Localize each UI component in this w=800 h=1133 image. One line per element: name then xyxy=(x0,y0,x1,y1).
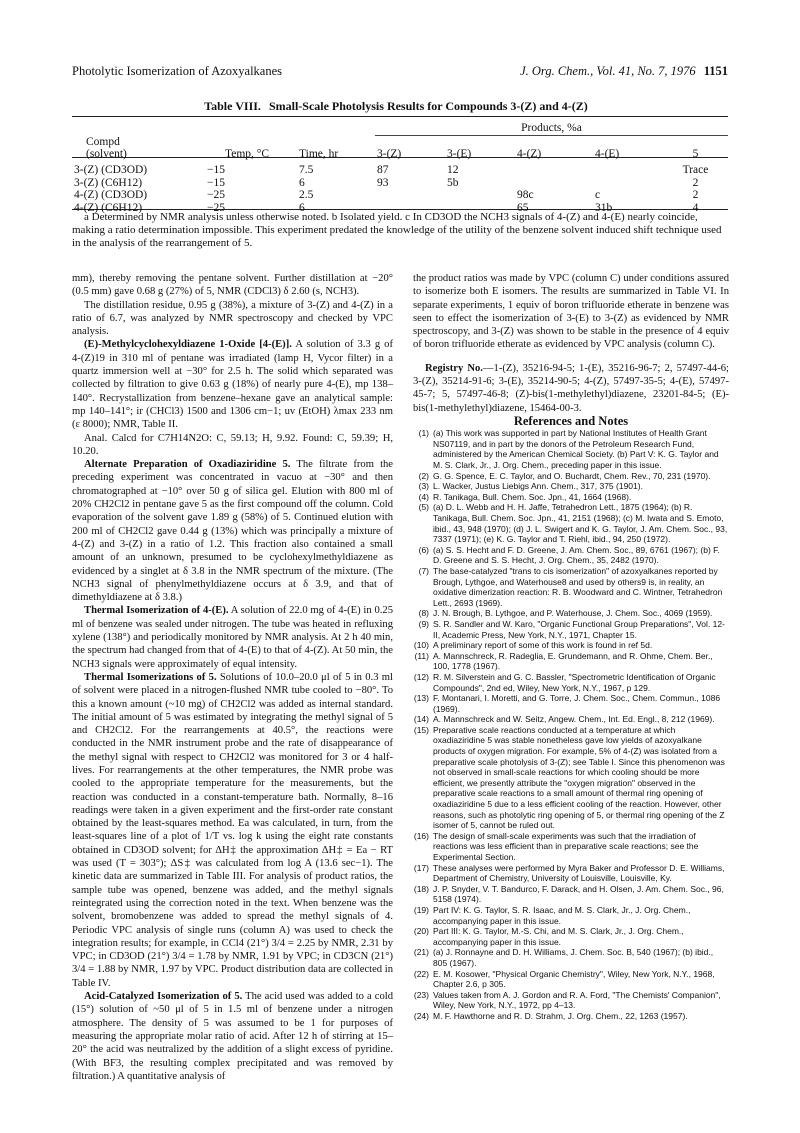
table-caption xyxy=(0,99,800,114)
table-cell xyxy=(445,189,515,202)
journal-citation xyxy=(520,64,728,79)
product-col-header: 4-(Z) xyxy=(517,148,542,160)
table-cell: −15 xyxy=(207,176,225,189)
reference-number: (18) xyxy=(413,883,429,894)
reference-text: S. R. Sandler and W. Karo, "Organic Functional Group Preparations", Vol. 12-II, Academic Press, New York, N.Y., 1971, Chapter 15. xyxy=(433,618,725,640)
table-row xyxy=(72,164,728,177)
paragraph: Thermal Isomerizations of 5. Solutions of 10.0–20.0 μl of 5 in 0.3 ml of solvent were placed in a nitrogen-flushed NMR tube cooled to −80°. To this a known amount (~10 mg) of CH2Cl2 was added as internal standard. The initial amount of 5 was estimated by integrating the methyl signal of 5 and CH2Cl2. For the rearrangements at 40.5°, the reactions were conducted in the NMR instrument probe and the rate of disappearance of the methyl signal with respect to CH2Cl2 was monitored for 3 or 4 half-lives. For rearrangements at the other temperatures, the NMR probe was cooled to the appropriate temperature for the measurements, but the reaction was conducted in a constant-temperature bath. Normally, 8–16 readings were taken in a given experiment and the first-order rate constant obtained by the least-squares method. Ea was calculated, in turn, from the least-squares line of a plot of 1/T vs. log k using the eight rate constants obtained in CD3OD solvent; for ΔH‡ the approximation ΔH‡ = Ea − RT was used (T = 303°); ΔS‡ was calculated from log A (13.6 sec−1). The kinetic data are summarized in Table III. For analysis of product ratios, the sample tube was opened, benzene was added, and the methyl signals reintegrated using the correction noted in the text. When benzene was the solvent, bromobenzene was added to spread the methyl signals of 4. Periodic VPC analysis of single runs (column A) was used to check the integration results; for example, in CCl4 (21°) 3/4 = 2.25 by NMR, 2.31 by VPC; in CD3OD (21°) 3/4 = 1.78 by NMR, 1.91 by VPC; in CD3CN (21°) 3/4 = 1.88 by NMR, 1.97 by VPC. Product distribution data are collected in Table IV. xyxy=(72,671,393,989)
reference-text: F. Montanari, I. Moretti, and G. Torre, J. Chem. Soc., Chem. Commun., 1086 (1969). xyxy=(433,693,721,714)
reference-number: (24) xyxy=(413,1010,429,1021)
reference-item xyxy=(413,566,729,608)
reference-text: (a) D. L. Webb and H. H. Jaffe, Tetrahedron Lett., 1875 (1964); (b) R. Tanikaga, Bull. Chem. Soc. Jpn., 41, 2151 (1968); (c) M. Iwata and S. Emoto, ibid., 43, 948 (1970); (d) J. L. Swigert and K. G. Taylor, J. Am. Chem. Soc., 93, 7337 (1971); (e) K. G. Taylor and T. Riehl, ibid., 94, 250 (1972). xyxy=(433,502,728,545)
reference-number: (10) xyxy=(413,640,429,651)
table-cell: 3-(Z) (C6H12) xyxy=(74,176,143,189)
table-cell xyxy=(593,164,663,177)
reference-number: (9) xyxy=(418,618,429,629)
table-cell: 93 xyxy=(377,176,389,189)
table-cell: 7.5 xyxy=(299,164,314,176)
table-cell xyxy=(593,177,663,190)
reference-number: (1) xyxy=(418,428,429,439)
reference-item xyxy=(413,471,729,482)
reference-number: (19) xyxy=(413,904,429,915)
left-column xyxy=(72,272,393,1083)
reference-text: (a) This work was supported in part by National Institutes of Health Grant NS07119, and in part by the donors of the Petroleum Research Fund, administered by the American Chemical Society. (b) Part V: K. G. Taylor and M. S. Clark, Jr., J. Org. Chem., preceding paper in this issue. xyxy=(433,428,719,471)
reference-text: G. G. Spence, E. C. Taylor, and O. Buchardt, Chem. Rev., 70, 231 (1970). xyxy=(433,470,711,481)
reference-item xyxy=(413,714,729,725)
table-cell: 6 xyxy=(299,176,305,189)
reference-text: Part III: K. G. Taylor, M.-S. Chi, and M. S. Clark, Jr., J. Org. Chem., accompanying paper in this issue. xyxy=(433,926,684,947)
table-cell: c xyxy=(595,189,601,201)
reference-number: (17) xyxy=(413,862,429,873)
table-cell xyxy=(375,189,445,202)
right-column xyxy=(413,272,729,1022)
table-cell: 4-(Z) (CD3OD) xyxy=(74,189,148,201)
section-heading: (E)-Methylcyclohexyldiazene 1-Oxide [4-(E)]. xyxy=(84,339,292,351)
compd-header: Compd (solvent) xyxy=(86,136,127,160)
reference-number: (23) xyxy=(413,989,429,1000)
table-cell: 4-(Z) (C6H12) xyxy=(74,201,143,214)
reference-item xyxy=(413,905,729,926)
product-col-header: 5 xyxy=(692,148,699,160)
reference-item xyxy=(413,969,729,990)
reference-number: (3) xyxy=(418,481,429,492)
products-header: Products, %a xyxy=(375,117,728,135)
table-cell: 2 xyxy=(692,189,699,201)
page-number: 1151 xyxy=(703,64,728,78)
table-cell: −25 xyxy=(207,189,225,201)
table-footnote: a Determined by NMR analysis unless otherwise noted. b Isolated yield. c In CD3OD the NCH3 signals of 4-(Z) and 4-(E) nearly coincide, making a ratio determination impossible. This experiment predated the knowledge of the utility of the benzene solvent induced shift technique used in the analysis of the rearrangement of 5. xyxy=(72,211,722,249)
reference-text: J. P. Snyder, V. T. Bandurco, F. Darack, and H. Olsen, J. Am. Chem. Soc., 96, 5158 (1974). xyxy=(433,883,724,905)
reference-item xyxy=(413,502,729,544)
running-header xyxy=(72,64,728,80)
reference-number: (5) xyxy=(418,502,429,513)
reference-text: J. N. Brough, B. Lythgoe, and P. Waterhouse, J. Chem. Soc., 4069 (1959). xyxy=(433,608,713,619)
reference-item xyxy=(413,990,729,1011)
product-col-header: 4-(E) xyxy=(595,148,620,160)
table-label: Table VIII. xyxy=(204,99,261,113)
reference-text: (a) S. S. Hecht and F. D. Greene, J. Am. Chem. Soc., 89, 6761 (1967); (b) F. D. Greene and S. S. Hecht, J. Org. Chem., 35, 2482 (1970). xyxy=(433,544,720,566)
reference-text: R. Tanikaga, Bull. Chem. Soc. Jpn., 41, 1664 (1968). xyxy=(433,491,632,502)
registry-paragraph: Registry No.—1-(Z), 35216-94-5; 1-(E), 35216-96-7; 2, 57497-44-6; 3-(Z), 35214-91-6; 3-(E), 35214-90-5; 4-(Z), 57497-35-5; 4-(E), 57497-45-7; 5, 57497-46-8; (Z)-bis(1-methylethyl)diazene, 23201-84-5; (E)-bis(1-methylethyl)diazene, 15464-00-3. xyxy=(413,362,729,414)
reference-item xyxy=(413,608,729,619)
table-row xyxy=(72,177,728,190)
paragraph: The distillation residue, 0.95 g (38%), a mixture of 3-(Z) and 4-(Z) in a ratio of 6.7, was analyzed by NMR spectroscopy and checked by VPC analysis. xyxy=(72,299,393,338)
table-cell: 5b xyxy=(447,176,459,189)
reference-number: (16) xyxy=(413,830,429,841)
reference-item xyxy=(413,640,729,651)
reference-number: (7) xyxy=(418,565,429,576)
paragraph: mm), thereby removing the pentane solvent. Further distillation at −20° (0.5 mm) gave 0.68 g (27%) of 5, NMR (CDCl3) δ 2.60 (s, NCH3). xyxy=(72,273,393,298)
reference-number: (2) xyxy=(418,470,429,481)
reference-text: Part IV: K. G. Taylor, S. R. Isaac, and M. S. Clark, Jr., J. Org. Chem., accompanying paper in this issue. xyxy=(433,904,691,926)
reference-item xyxy=(413,492,729,503)
reference-text: A. Mannschreck and W. Seitz, Angew. Chem., Int. Ed. Engl., 8, 212 (1969). xyxy=(433,714,715,725)
references-list xyxy=(413,428,729,1021)
reference-number: (8) xyxy=(418,608,429,619)
table-cell: −25 xyxy=(207,201,225,214)
reference-item xyxy=(413,428,729,470)
reference-text: The design of small-scale experiments was such that the irradiation of reactions was less efficient than in preparative scale reactions; see the Experimental Section. xyxy=(433,830,699,863)
journal-name: J. Org. Chem., Vol. 41, No. 7, 1976 xyxy=(520,64,696,78)
reference-item xyxy=(413,672,729,693)
reference-number: (12) xyxy=(413,671,429,682)
reference-item xyxy=(413,884,729,905)
reference-text: (a) J. Ronnayne and D. H. Williams, J. Chem. Soc. B, 540 (1967); (b) ibid., 805 (1967). xyxy=(433,947,714,968)
reference-item xyxy=(413,545,729,566)
section-heading: Acid-Catalyzed Isomerization of 5. xyxy=(84,991,243,1003)
reference-number: (22) xyxy=(413,968,429,979)
reference-item xyxy=(413,651,729,672)
reference-text: A. Mannschreck, R. Radeglia, E. Grundemann, and R. Ohme, Chem. Ber., 100, 1778 (1967). xyxy=(433,650,713,672)
reference-text: Preparative scale reactions conducted at a temperature at which oxadiaziridine 5 was stable nonetheless gave low yields of azoxyalkane products of oxygen migration. For example, 5% of 4-(Z) was isolated from a preparative scale photolysis of 3-(Z); see Table I. Since this phenomenon was not observed in small-scale reactions for which cooling should be more efficient, we presently attribute the "oxygen migration" observed in the preparative scale reactions to a small amount of thermal ring opening of oxadiaziridine 5 due to a less efficient cooling of the reaction. However, other reasons, such as photolytic ring opening of 5, or thermal ring opening of the Z isomer of 5, cannot be ruled out. xyxy=(433,724,725,831)
table-cell: 31b xyxy=(595,201,613,214)
reference-text: E. M. Kosower, "Physical Organic Chemistry", Wiley, New York, N.Y., 1968, Chapter 2.6, p 305. xyxy=(433,968,715,990)
paragraph: Acid-Catalyzed Isomerization of 5. The acid used was added to a cold (15°) solution of ~50 μl of 5 in 1.5 ml of benzene under a nitrogen atmosphere. The density of 5 was assumed to be 1 for purposes of measuring the appropriate molar ratio of acid. After 12 h of stirring at 15–20° the acid was neutralized by the addition of a slight excess of pyridine. (With BF3, the resulting complex precipitated and was removed by filtration.) A quantitative analysis of xyxy=(72,991,393,1082)
registry-heading: Registry No. xyxy=(425,362,483,374)
reference-item xyxy=(413,863,729,884)
table-cell: Trace xyxy=(682,164,709,176)
temp-header: Temp, °C xyxy=(225,148,270,160)
reference-number: (14) xyxy=(413,714,429,725)
section-heading: Thermal Isomerization of 4-(E). xyxy=(84,605,229,617)
table-row xyxy=(72,189,728,202)
paragraph: Thermal Isomerization of 4-(E). A solution of 22.0 mg of 4-(E) in 0.25 ml of benzene was sealed under nitrogen. The tube was heated in refluxing xylene (138°) and periodically monitored by NMR analysis. At 2 h 40 min, the spectrum had changed from that of 4-(E) to that of 4-(Z). At 50 min, the NCH3 signals were approximately of equal intensity. xyxy=(72,605,393,670)
table-title: Small-Scale Photolysis Results for Compounds 3-(Z) and 4-(Z) xyxy=(268,99,588,113)
table-cell xyxy=(515,177,593,190)
reference-item xyxy=(413,1011,729,1022)
reference-text: R. M. Silverstein and G. C. Bassler, "Spectrometric Identification of Organic Compounds", 2nd ed, Wiley, New York, N.Y., 1967, p 129. xyxy=(433,671,716,693)
table-cell: 2 xyxy=(692,176,699,189)
section-heading: Thermal Isomerizations of 5. xyxy=(84,671,217,683)
reference-text: L. Wacker, Justus Liebigs Ann. Chem., 317, 375 (1901). xyxy=(433,481,643,492)
table-cell: 98c xyxy=(517,189,534,201)
reference-text: Values taken from A. J. Gordon and R. A. Ford, "The Chemists' Companion", Wiley, New York, N.Y., 1972, pp 4–13. xyxy=(433,989,721,1011)
running-title: Photolytic Isomerization of Azoxyalkanes xyxy=(72,64,283,78)
table-cell: 65 xyxy=(517,201,529,214)
section-heading: Alternate Preparation of Oxadiaziridine 5. xyxy=(84,459,291,471)
reference-number: (13) xyxy=(413,693,429,704)
table-cell: 3-(Z) (CD3OD) xyxy=(74,164,148,176)
table-cell: 6 xyxy=(299,201,305,214)
reference-item xyxy=(413,693,729,714)
reference-item xyxy=(413,947,729,968)
table-cell: 87 xyxy=(377,164,389,176)
product-col-header: 3-(Z) xyxy=(377,148,402,160)
reference-text: The base-catalyzed "trans to cis isomerization" of azoxyalkanes reported by Brough, Lythgoe, and Waterhouse8 and used by others9 is, in reality, an oxidative dimerization reaction: R. B. Woodward and C. Wintner, Tetrahedron Lett., 2693 (1969). xyxy=(433,565,723,608)
reference-number: (20) xyxy=(413,926,429,937)
reference-number: (21) xyxy=(413,947,429,958)
photolysis-table xyxy=(72,117,728,214)
reference-number: (4) xyxy=(418,491,429,502)
table-cell xyxy=(515,164,593,177)
reference-text: A preliminary report of some of this work is found in ref 5d. xyxy=(433,640,653,651)
table-cell: 12 xyxy=(447,164,459,176)
reference-text: These analyses were performed by Myra Baker and Professor D. E. Williams, Department of Chemistry, University of Louisville, Louisville, Ky. xyxy=(433,862,725,884)
reference-item xyxy=(413,831,729,863)
references-heading: References and Notes xyxy=(513,413,629,428)
product-col-header: 3-(E) xyxy=(447,148,472,160)
time-header: Time, hr xyxy=(299,148,339,160)
paragraph: (E)-Methylcyclohexyldiazene 1-Oxide [4-(E)]. A solution of 3.3 g of 4-(Z)19 in 310 ml of pentane was irradiated (lamp H, Vycor filter) in a quartz immersion well at −30° for 2.5 h. The solid which separated was collected by filtration to give 0.63 g (18%) of nearly pure 4-(E), mp 138–140°. Recrystallization from benzene–hexane gave an analytical sample: mp 140–141°; ir (CHCl3) 1500 and 1306 cm−1; uv (EtOH) λmax 233 nm (ε 8000); NMR, Table II. xyxy=(72,339,394,431)
reference-text: M. F. Hawthorne and R. D. Strahm, J. Org. Chem., 22, 1263 (1957). xyxy=(433,1010,688,1021)
table-cell: 4 xyxy=(692,201,699,214)
reference-item xyxy=(413,619,729,640)
table-cell: −15 xyxy=(207,164,225,176)
paragraph: the product ratios was made by VPC (column C) under conditions assured to isomerize both E isomers. The results are summarized in Table VI. In separate experiments, 1 equiv of boron trifluoride etherate in benzene was seen to effect the isomerization of 3-(E) to 3-(Z) as evidenced by NMR spectroscopy, and 3-(Z) was shown to be stable in the presence of 4 equiv of boron trifluoride etherate as evidenced by VPC analysis (column C). xyxy=(413,273,729,351)
reference-item xyxy=(413,481,729,492)
reference-item xyxy=(413,725,729,831)
reference-item xyxy=(413,926,729,947)
paragraph: Alternate Preparation of Oxadiaziridine 5. The filtrate from the preceding experiment was concentrated in vacuo at −30° and then chromatographed at −10° over 50 g of silica gel. Elution with 800 ml of 20% CH2Cl2 in pentane gave 5 as the first compound off the column. Cold evaporation of the solvent gave 1.89 g (58%) of 5. Continued elution with 200 ml of CH2Cl2 gave 0.44 g (13%) which was principally a mixture of 4-(Z) and 3-(Z) in a ratio of 1.2. This fraction also contained a small amount of an unknown, presumed to be cyclohexylmethyldiazene as evidenced by a singlet at δ 3.8 in the NMR spectrum of the mixture. (The NCH3 signal of phenylmethyldiazene occurs at δ 3.9, and that of dimethyldiazene at δ 3.8.) xyxy=(72,459,394,604)
reference-number: (6) xyxy=(418,544,429,555)
table-cell: 2.5 xyxy=(299,189,314,201)
paragraph: Anal. Calcd for C7H14N2O: C, 59.13; H, 9.92. Found: C, 59.39; H, 10.20. xyxy=(72,432,393,457)
reference-number: (11) xyxy=(414,650,429,661)
reference-number: (15) xyxy=(413,724,429,735)
